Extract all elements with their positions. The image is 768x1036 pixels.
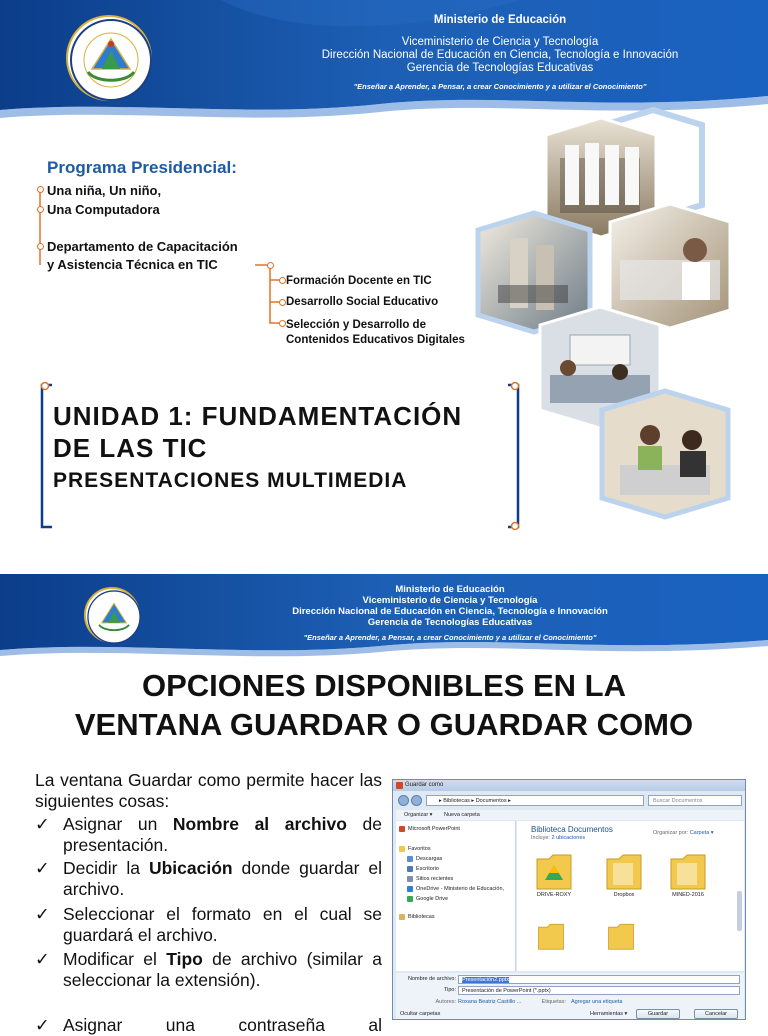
- header-line: Dirección Nacional de Educación en Ciencia, Tecnología e Innovación: [321, 49, 679, 61]
- el-salvador-seal: [84, 587, 140, 643]
- bullet-bold: Tipo: [166, 949, 203, 969]
- folder-icon[interactable]: [669, 851, 707, 891]
- download-icon: [407, 856, 413, 862]
- navigation-pane: [396, 821, 516, 971]
- nav-item[interactable]: Bibliotecas: [408, 914, 435, 920]
- nav-item[interactable]: Sitios recientes: [416, 876, 453, 882]
- tree-node: [267, 262, 274, 269]
- header-line: Gerencia de Tecnologías Educativas: [406, 62, 594, 74]
- dialog-titlebar: [393, 780, 745, 791]
- tree-node: [37, 206, 44, 213]
- type-select[interactable]: [458, 986, 740, 995]
- filename-value: Presentación2.pptx: [462, 977, 510, 983]
- header-line: Viceministerio de Ciencia y Tecnología: [401, 36, 599, 48]
- nav-item[interactable]: Escritorio: [416, 866, 439, 872]
- folder-name: Dropbox: [613, 892, 635, 898]
- recent-icon: [407, 876, 413, 882]
- dialog-title: Guardar como: [405, 782, 444, 788]
- file-view: [517, 821, 744, 971]
- intro-text: La ventana Guardar como permite hacer las siguientes cosas:: [35, 770, 382, 811]
- unit-subtitle: PRESENTACIONES MULTIMEDIA: [53, 469, 408, 492]
- unit-title: [53, 400, 462, 464]
- bullet-item: [35, 814, 382, 856]
- photo-collage: [470, 110, 768, 540]
- bullet-text: Asignar una contraseña al: [63, 1015, 382, 1035]
- filename-label: Nombre de archivo:: [408, 976, 456, 982]
- area-item-line: Contenidos Educativos Digitales: [286, 334, 465, 346]
- cancel-button[interactable]: Cancelar: [694, 1009, 738, 1019]
- hex-photo-classroom: [610, 204, 730, 328]
- header-line: Dirección Nacional de Educación en Ciencia, Tecnología e Innovación: [292, 606, 608, 617]
- bullet-item: [35, 1015, 382, 1036]
- unit-title-line: UNIDAD 1: FUNDAMENTACIÓN: [53, 401, 463, 431]
- area-item: Desarrollo Social Educativo: [286, 296, 439, 308]
- motto: "Enseñar a Aprender, a Pensar, a crear Conocimiento y a utilizar el Conocimiento": [353, 82, 647, 91]
- organize-menu[interactable]: Organizar ▾: [404, 812, 433, 818]
- hide-folders-toggle[interactable]: Ocultar carpetas: [400, 1011, 441, 1017]
- desktop-icon: [407, 866, 413, 872]
- tags-label: Etiquetas:: [541, 999, 566, 1005]
- powerpoint-icon: [399, 826, 405, 832]
- area-item: Formación Docente en TIC: [286, 275, 432, 287]
- bullet-item: [35, 904, 382, 946]
- checkmark-icon: ✓: [35, 1015, 50, 1035]
- folder-name: MINED-2016: [672, 892, 704, 898]
- folder-icon[interactable]: [605, 851, 643, 891]
- nav-item[interactable]: OneDrive - Ministerio de Educación,: [416, 886, 504, 892]
- new-folder-button[interactable]: Nueva carpeta: [444, 812, 480, 818]
- checkmark-icon: ✓: [35, 858, 50, 878]
- includes-info: Incluye: 2 ubicaciones: [531, 835, 586, 841]
- tree-node: [279, 320, 286, 327]
- bullet-text: donde guardar el archivo.: [63, 858, 382, 899]
- department-line: Departamento de Capacitación: [47, 239, 238, 254]
- department-line: y Asistencia Técnica en TIC: [47, 257, 218, 272]
- tools-menu[interactable]: Herramientas ▾: [590, 1011, 628, 1017]
- save-form: [396, 973, 744, 1019]
- bullet-text: Decidir la: [63, 858, 149, 878]
- bullet-text: Asignar un: [63, 814, 173, 834]
- checkmark-icon: ✓: [35, 814, 50, 834]
- header-line: Viceministerio de Ciencia y Tecnología: [362, 595, 538, 606]
- save-button[interactable]: Guardar: [636, 1009, 680, 1019]
- slide-title: [0, 666, 768, 744]
- bullet-text: de presentación.: [63, 814, 382, 855]
- folder-icon[interactable]: [535, 851, 573, 891]
- nav-item[interactable]: Descargas: [416, 856, 442, 862]
- folder-name: DRIVE-ROXY: [536, 892, 572, 898]
- slide-title-line: OPCIONES DISPONIBLES EN LA: [141, 668, 626, 703]
- nav-item[interactable]: Microsoft PowerPoint: [408, 826, 460, 832]
- program-title: Programa Presidencial:: [47, 158, 237, 177]
- bullet-item: [35, 949, 382, 991]
- motto: "Enseñar a Aprender, a Pensar, a crear Conocimiento y a utilizar el Conocimiento": [303, 633, 597, 642]
- tags-value[interactable]: Agregar una etiqueta: [571, 999, 623, 1005]
- cloud-icon: [407, 886, 413, 892]
- header-line: Gerencia de Tecnologías Educativas: [367, 617, 533, 628]
- authors-label: Autores:: [435, 999, 456, 1005]
- bullet-bold: Ubicación: [148, 858, 233, 878]
- bullet-item: [35, 858, 382, 900]
- back-button[interactable]: [398, 795, 409, 806]
- arrange-dropdown[interactable]: Carpeta ▾: [689, 830, 714, 836]
- ministry-name: Ministerio de Educación: [395, 584, 505, 595]
- tree-node: [279, 299, 286, 306]
- checkmark-icon: ✓: [35, 949, 50, 969]
- arrange-by: Organizar por: Carpeta ▾: [653, 830, 714, 836]
- bullet-text: Seleccionar el formato en el cual se guardará el archivo.: [63, 904, 382, 945]
- forward-button[interactable]: [411, 795, 422, 806]
- path-text: ▸ Bibliotecas ▸ Documentos ▸: [439, 798, 511, 804]
- slide-2: [0, 574, 768, 1035]
- google-drive-icon: [407, 896, 413, 902]
- filename-input[interactable]: [458, 975, 740, 984]
- scrollbar[interactable]: [737, 891, 742, 931]
- folder-icon[interactable]: [607, 921, 635, 951]
- slide-title-line: VENTANA GUARDAR O GUARDAR COMO: [74, 707, 694, 742]
- header-text: [240, 584, 660, 643]
- unit-title-line: DE LAS TIC: [53, 433, 208, 463]
- tree-node: [37, 243, 44, 250]
- type-label: Tipo:: [443, 987, 456, 993]
- star-icon: [399, 846, 405, 852]
- dialog-toolbar: [396, 810, 744, 820]
- hex-photo-workshop: [602, 391, 728, 517]
- type-value: Presentación de PowerPoint (*.pptx): [462, 988, 551, 994]
- library-icon: [399, 914, 405, 920]
- bullet-bold: Nombre al archivo: [172, 814, 347, 834]
- bullet-text: Modificar el: [63, 949, 167, 969]
- tree-node: [37, 186, 44, 193]
- nav-item[interactable]: Google Drive: [416, 896, 448, 902]
- nav-item[interactable]: Favoritos: [408, 846, 431, 852]
- includes-link[interactable]: 2 ubicaciones: [551, 835, 586, 841]
- search-placeholder: Buscar Documentos: [653, 798, 703, 804]
- folder-icon[interactable]: [537, 921, 565, 951]
- address-bar: [396, 794, 744, 807]
- search-input[interactable]: [648, 795, 742, 806]
- program-sub-line: Una Computadora: [47, 202, 160, 217]
- program-sub-line: Una niña, Un niño,: [47, 183, 162, 198]
- authors-value[interactable]: Roxana Beatriz Castillo ...: [458, 999, 522, 1005]
- save-as-dialog: [392, 779, 746, 1020]
- ministry-name: Ministerio de Educación: [433, 14, 567, 26]
- library-title: Biblioteca Documentos: [531, 825, 613, 834]
- checkmark-icon: ✓: [35, 904, 50, 924]
- path-box[interactable]: [426, 795, 644, 806]
- tree-node: [279, 277, 286, 284]
- bullet-text: de archivo (similar a seleccionar la extensión).: [63, 949, 382, 990]
- powerpoint-icon: [396, 782, 403, 789]
- area-item-line: Selección y Desarrollo de: [286, 319, 426, 331]
- area-item: [286, 318, 465, 348]
